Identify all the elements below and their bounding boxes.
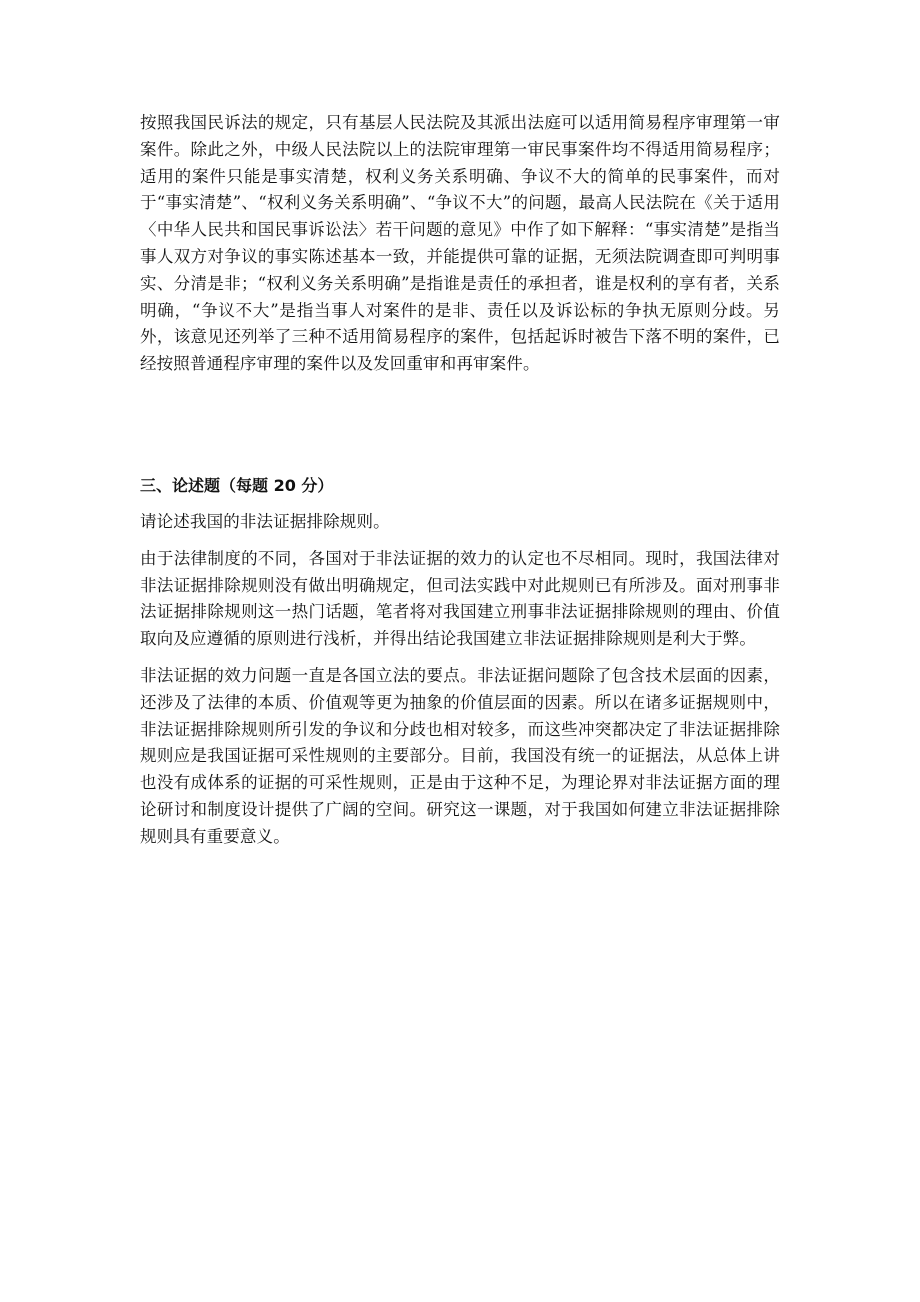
answer-paragraph-simple-procedure: 按照我国民诉法的规定，只有基层人民法院及其派出法庭可以适用简易程序审理第一审案件。除此之外，中级人民法院以上的法院审理第一审民事案件均不得适用简易程序；适用的案件只能是事实清楚，权利义务关系明确、争议不大的简单的民事案件，而对于“事实清楚”、“权利义务关系明确”、“争议不大”的问题，最高人民法院在《关于适用〈中华人民共和国民事诉讼法〉若干问题的意见》中作了如下解释：“事实清楚”是指当事人双方对争议的事实陈述基本一致，并能提供可靠的证据，无须法院调查即可判明事实、分清是非；“权利义务关系明确”是指谁是责任的承担者，谁是权利的享有者，关系明确，“争议不大”是指当事人对案件的是非、责任以及诉讼标的争执无原则分歧。另外，该意见还列举了三种不适用简易程序的案件，包括起诉时被告下落不明的案件，已经按照普通程序审理的案件以及发回重审和再审案件。 <box>140 113 780 374</box>
section-heading-essay-questions: 三、论述题（每题 20 分） <box>140 475 334 495</box>
answer-paragraph-significance: 非法证据的效力问题一直是各国立法的要点。非法证据问题除了包含技术层面的因素，还涉及了法律的本质、价值观等更为抽象的价值层面的因素。所以在诸多证据规则中，非法证据排除规则所引发的争议和分歧也相对较多，而这些冲突都决定了非法证据排除规则应是我国证据可采性规则的主要部分。目前，我国没有统一的证据法，从总体上讲也没有成体系的证据的可采性规则，正是由于这种不足，为理论界对非法证据方面的理论研讨和制度设计提供了广阔的空间。研究这一课题，对于我国如何建立非法证据排除规则具有重要意义。 <box>140 665 780 846</box>
document-page <box>140 110 780 851</box>
essay-question: 请论述我国的非法证据排除规则。 <box>140 511 390 531</box>
answer-paragraph-intro: 由于法律制度的不同，各国对于非法证据的效力的认定也不尽相同。现时，我国法律对非法证据排除规则没有做出明确规定，但司法实践中对此规则已有所涉及。面对刑事非法证据排除规则这一热门话题，笔者将对我国建立刑事非法证据排除规则的理由、价值取向及应遵循的原则进行浅析，并得出结论我国建立非法证据排除规则是利大于弊。 <box>140 548 780 649</box>
